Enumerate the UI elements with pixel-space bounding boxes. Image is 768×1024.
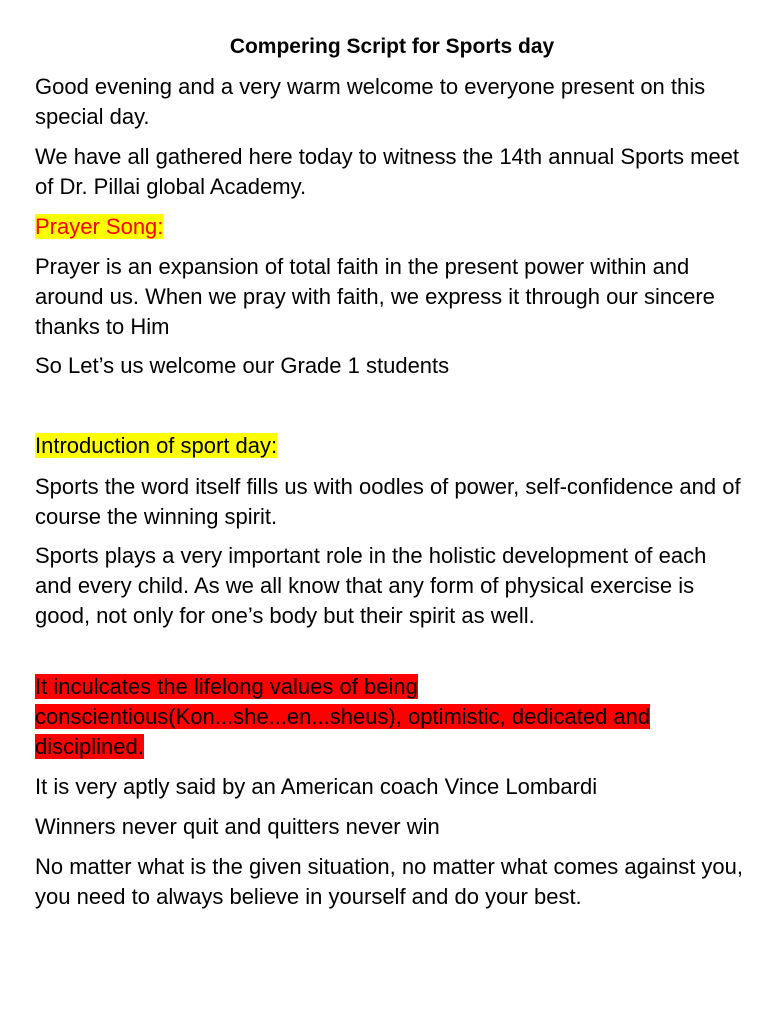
- paragraph-gathered: [35, 142, 747, 202]
- heading-introduction: [35, 431, 747, 461]
- paragraph-text: Sports the word itself fills us with oodles of power, self-confidence and of course the winning spirit.: [35, 474, 741, 529]
- paragraph-welcome: [35, 72, 747, 132]
- paragraph-believe: [35, 852, 747, 912]
- paragraph-prayer: [35, 252, 747, 342]
- paragraph-text: We have all gathered here today to witness the 14th annual Sports meet of Dr. Pillai global Academy.: [35, 144, 740, 199]
- paragraph-quote: [35, 812, 747, 842]
- highlighted-heading: Prayer Song:: [35, 214, 164, 239]
- heading-prayer-song: [35, 212, 747, 242]
- paragraph-text: Winners never quit and quitters never win: [35, 814, 440, 839]
- paragraph-text: So Let’s us welcome our Grade 1 students: [35, 353, 450, 378]
- paragraph-sports-word: [35, 472, 747, 532]
- paragraph-text: It is very aptly said by an American coach Vince Lombardi: [35, 774, 598, 799]
- paragraph-text: Good evening and a very warm welcome to everyone present on this special day.: [35, 74, 706, 129]
- paragraph-values: [35, 672, 747, 762]
- highlighted-heading: Introduction of sport day:: [35, 433, 278, 458]
- paragraph-text: Prayer is an expansion of total faith in the present power within and around us. When we pray with faith, we express it through our sincere thanks to Him: [35, 254, 715, 339]
- highlighted-text: It inculcates the lifelong values of being conscientious(Kon...she...en...sheus), optimistic, dedicated and disciplined.: [35, 674, 651, 759]
- paragraph-welcome-grade1: [35, 351, 747, 381]
- paragraph-sports-role: [35, 541, 747, 631]
- paragraph-quote-intro: [35, 772, 747, 802]
- paragraph-text: No matter what is the given situation, no matter what comes against you, you need to always believe in yourself and do your best.: [35, 854, 744, 909]
- document-title: Compering Script for Sports day: [229, 35, 555, 58]
- paragraph-text: Sports plays a very important role in the holistic development of each and every child. As we all know that any form of physical exercise is good, not only for one’s body but their spirit as well.: [35, 543, 707, 628]
